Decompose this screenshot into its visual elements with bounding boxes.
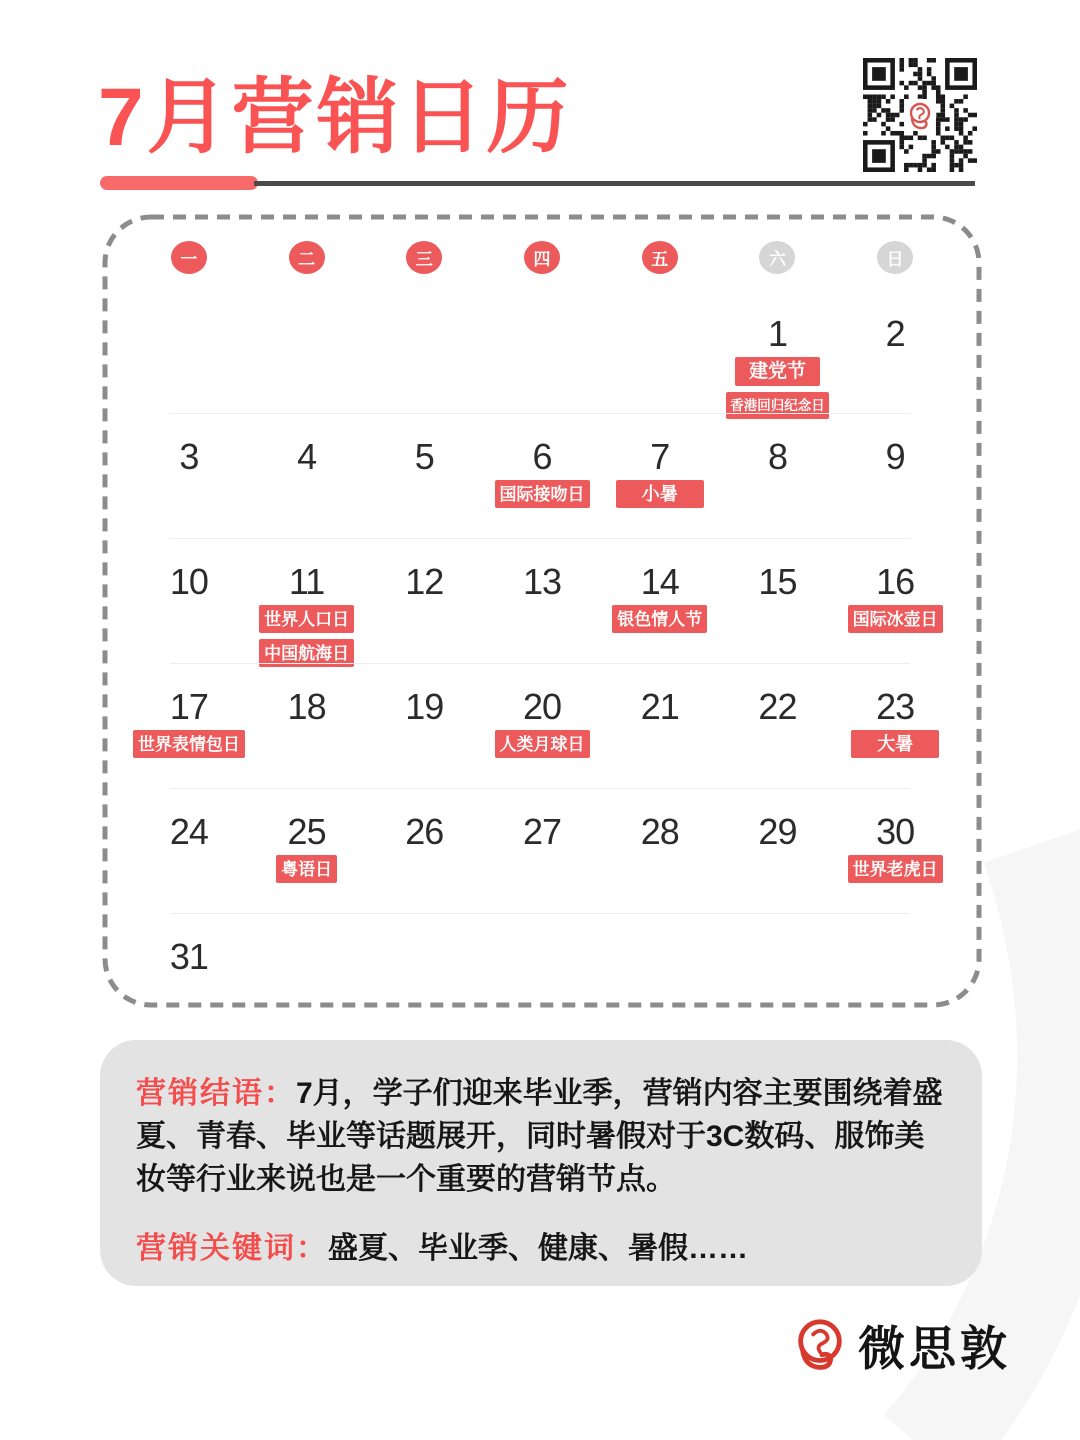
day-cell: [601, 314, 719, 413]
day-cell: [836, 314, 954, 413]
day-number: 15: [758, 561, 797, 602]
day-cell: [483, 687, 601, 788]
qr-pattern: [863, 58, 977, 172]
keywords-label: 营销关键词：: [136, 1231, 328, 1265]
day-cell: [365, 812, 483, 913]
calendar-row: [130, 538, 954, 663]
weekday-badge: 五: [642, 241, 678, 274]
day-cell: [483, 314, 601, 413]
day-number: 9: [885, 436, 905, 477]
day-cell: [130, 687, 248, 788]
holiday-tag: 国际接吻日: [495, 480, 590, 508]
calendar-row: [130, 913, 954, 1008]
day-cell: [248, 437, 366, 538]
day-number: 2: [885, 313, 905, 354]
day-number: 20: [522, 686, 562, 727]
keywords-paragraph: [136, 1227, 946, 1270]
weekday-header: [130, 240, 954, 274]
day-cell: [248, 812, 366, 913]
day-number: 14: [640, 561, 679, 602]
weekday-badge: 四: [524, 241, 560, 274]
page-title: 7月营销日历: [98, 72, 572, 163]
holiday-tag: 世界人口日: [259, 605, 354, 633]
day-cell: [601, 937, 719, 1008]
day-number: 12: [405, 561, 444, 602]
day-cell: [248, 314, 366, 413]
keywords-text: 盛夏、毕业季、健康、暑假……: [328, 1231, 748, 1265]
conclusion-paragraph: [136, 1072, 946, 1202]
brand-logo-icon: [790, 1315, 848, 1377]
day-cell: [130, 562, 248, 663]
day-cell: [601, 562, 719, 663]
day-cell: [365, 937, 483, 1008]
holiday-tag: 世界表情包日: [133, 730, 245, 758]
calendar-row: [130, 663, 954, 788]
calendar-row: [130, 788, 954, 913]
weekday-badge: 一: [171, 241, 207, 274]
day-cell: [130, 812, 248, 913]
conclusion-label: 营销结语：: [136, 1077, 296, 1110]
title-underline: [100, 176, 975, 190]
day-cell: [483, 437, 601, 538]
day-cell: [130, 437, 248, 538]
holiday-tag: 粤语日: [276, 855, 337, 883]
holiday-tag: 建党节: [735, 357, 820, 386]
calendar-grid: [130, 290, 954, 1008]
day-cell: [836, 687, 954, 788]
day-number: 30: [876, 811, 915, 852]
qr-code: [863, 58, 977, 172]
holiday-tag: 香港回归纪念日: [726, 392, 829, 419]
day-number: 21: [640, 686, 679, 727]
underline-red-segment: [100, 176, 258, 190]
calendar-row: [130, 413, 954, 538]
day-cell: [836, 562, 954, 663]
calendar-panel: [102, 214, 982, 1008]
day-number: 10: [169, 561, 208, 602]
day-cell: [719, 562, 837, 663]
weekday-badge: 二: [289, 241, 325, 274]
day-number: 5: [414, 436, 434, 477]
day-number: 28: [640, 811, 679, 852]
day-cell: [365, 687, 483, 788]
holiday-tag: 中国航海日: [259, 639, 354, 667]
day-cell: [130, 314, 248, 413]
day-cell: [719, 687, 837, 788]
weekday-badge: 六: [759, 241, 795, 274]
day-number: 1: [767, 313, 787, 354]
day-number: 7: [650, 436, 670, 477]
day-number: 22: [758, 686, 797, 727]
day-cell: [836, 437, 954, 538]
day-number: 24: [169, 811, 208, 852]
underline-dark-segment: [254, 181, 975, 186]
day-cell: [836, 812, 954, 913]
day-cell: [365, 314, 483, 413]
day-cell: [719, 812, 837, 913]
holiday-tag: 国际冰壶日: [848, 605, 943, 633]
conclusion-text: 7月，学子们迎来毕业季，营销内容主要围绕着盛夏、青春、毕业等话题展开，同时暑假对于3C数码、服饰美妆等行业来说也是一个重要的营销节点。: [136, 1077, 943, 1197]
day-number: 13: [522, 561, 562, 602]
day-number: 19: [405, 686, 444, 727]
weekday-badge: 三: [406, 241, 442, 274]
day-cell: [365, 437, 483, 538]
day-cell: [248, 937, 366, 1008]
day-cell: [601, 687, 719, 788]
day-cell: [483, 562, 601, 663]
day-number: 6: [532, 436, 552, 477]
weekday-badge: 日: [877, 241, 913, 274]
day-number: 16: [876, 561, 915, 602]
day-number: 4: [297, 436, 317, 477]
day-number: 26: [405, 811, 444, 852]
day-cell: [483, 937, 601, 1008]
day-cell: [836, 937, 954, 1008]
day-cell: [130, 937, 248, 1008]
day-cell: [601, 812, 719, 913]
day-number: 23: [876, 686, 915, 727]
holiday-tag: 大暑: [851, 730, 939, 758]
day-number: 29: [758, 811, 797, 852]
day-cell: [719, 437, 837, 538]
day-number: 17: [169, 686, 208, 727]
day-number: 31: [169, 936, 208, 977]
day-number: 18: [287, 686, 326, 727]
day-number: 3: [179, 436, 199, 477]
brand-logo: [790, 1312, 1011, 1379]
holiday-tag: 小暑: [616, 480, 704, 508]
day-cell: [719, 937, 837, 1008]
day-cell: [483, 812, 601, 913]
day-cell: [365, 562, 483, 663]
day-cell: [601, 437, 719, 538]
day-cell: [248, 562, 366, 663]
holiday-tag: 银色情人节: [612, 605, 707, 633]
calendar-row: [130, 290, 954, 413]
day-number: 25: [287, 811, 326, 852]
day-cell: [719, 314, 837, 413]
day-number: 8: [767, 436, 787, 477]
day-cell: [248, 687, 366, 788]
day-number: 11: [288, 561, 325, 602]
summary-panel: [100, 1040, 982, 1286]
brand-name: 微思敦: [858, 1322, 1011, 1375]
holiday-tag: 人类月球日: [495, 730, 590, 758]
holiday-tag: 世界老虎日: [848, 855, 943, 883]
day-number: 27: [522, 811, 562, 852]
